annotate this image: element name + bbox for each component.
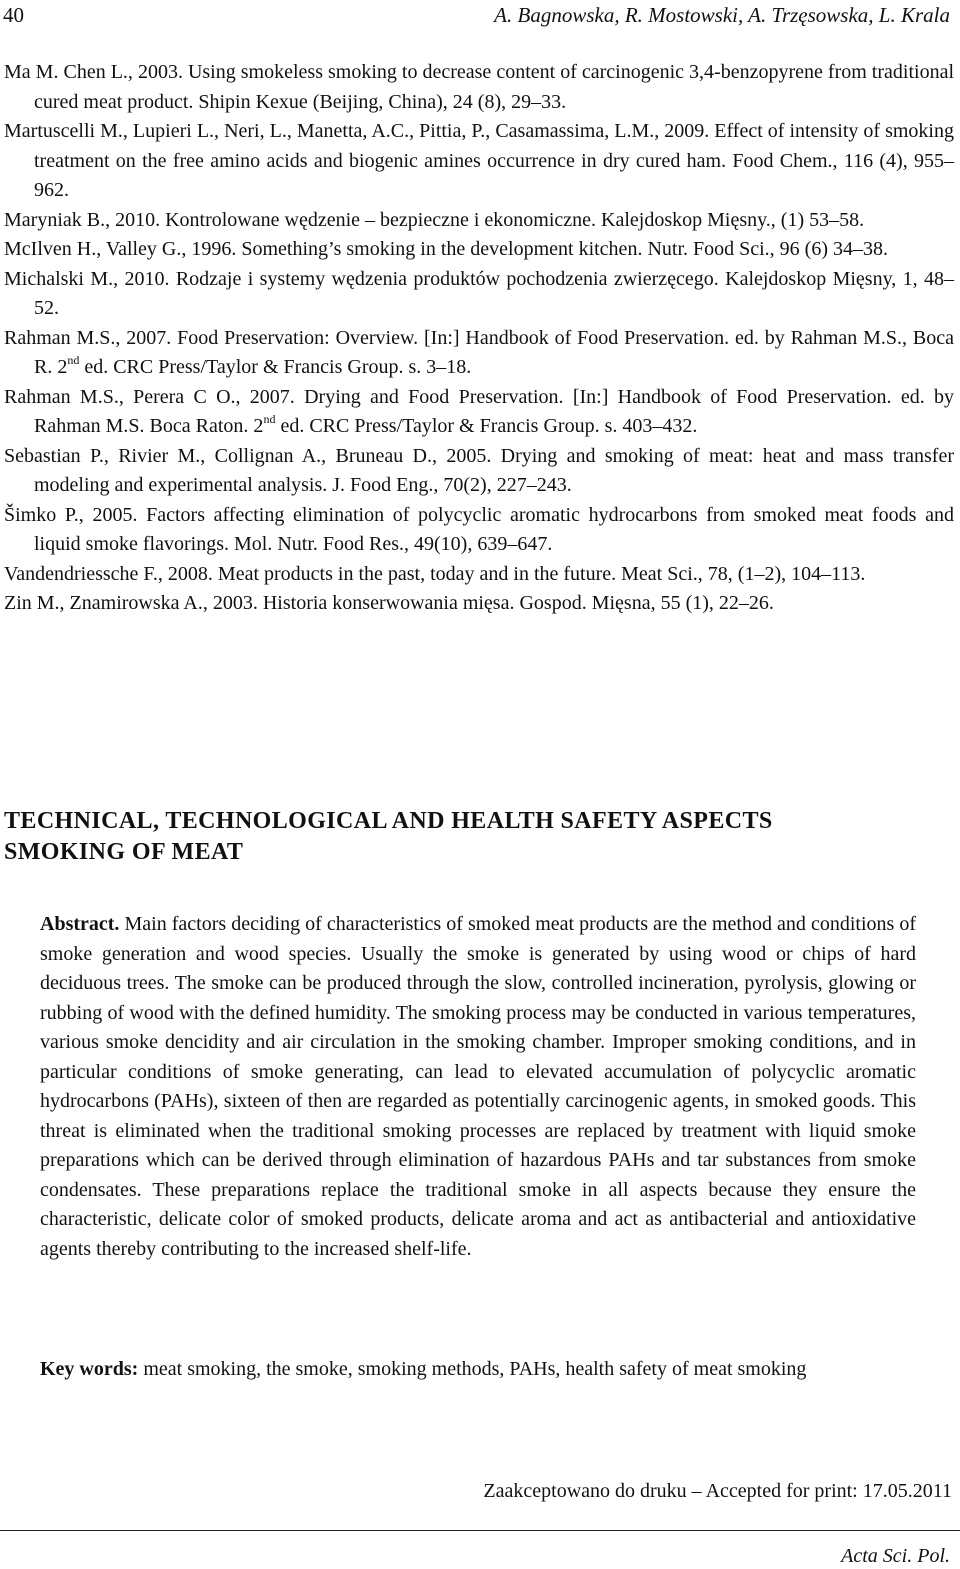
- article-title-line: TECHNICAL, TECHNOLOGICAL AND HEALTH SAFETY ASPECTS: [4, 808, 773, 834]
- reference-text: McIlven H., Valley G., 1996. Something’s smoking in the development kitchen. Nutr. Food Sci., 96 (6) 34–38.: [4, 238, 888, 260]
- reference-text: Rahman M.S., 2007. Food Preservation: Overview. [In:] Handbook of Food Preservation. ed. by Rahman M.S., Boca R. 2: [4, 326, 954, 378]
- reference-item: [4, 235, 954, 265]
- reference-text: Maryniak B., 2010. Kontrolowane wędzenie – bezpieczne i ekonomiczne. Kalejdoskop Mięsny., (1) 53–58.: [4, 208, 865, 231]
- reference-text: ed. CRC Press/Taylor & Francis Group. s. 403–432.: [275, 415, 698, 437]
- reference-text: Vandendriessche F., 2008. Meat products in the past, today and in the future. Meat Sci., 78, (1–2), 104–113.: [4, 562, 866, 585]
- article-title-line: SMOKING OF MEAT: [4, 839, 244, 865]
- keywords: [40, 1355, 916, 1385]
- reference-text: Michalski M., 2010. Rodzaje i systemy wędzenia produktów pochodzenia zwierzęcego. Kalejdoskop Mięsny, 1, 48–52.: [4, 267, 954, 319]
- footer-divider: [0, 1530, 960, 1531]
- journal-name: Acta Sci. Pol.: [841, 1545, 950, 1567]
- reference-item: [4, 117, 954, 206]
- reference-text: ed. CRC Press/Taylor & Francis Group. s. 3–18.: [79, 356, 472, 378]
- page-number: 40: [3, 3, 24, 27]
- reference-text: Ma M. Chen L., 2003. Using smokeless smoking to decrease content of carcinogenic 3,4-benzopyrene from traditional cured meat product. Shipin Kexue (Beijing, China), 24 (8), 29–33.: [4, 61, 954, 113]
- reference-item: [4, 58, 954, 117]
- reference-text: Šimko P., 2005. Factors affecting elimination of polycyclic aromatic hydrocarbons from smoked meat foods and liquid smoke flavorings. Mol. Nutr. Food Res., 49(10), 639–647.: [4, 503, 954, 555]
- reference-superscript: nd: [263, 412, 276, 426]
- abstract: [40, 910, 916, 1264]
- reference-superscript: nd: [67, 353, 80, 367]
- running-header-authors: A. Bagnowska, R. Mostowski, A. Trzęsowska, L. Krala: [494, 3, 950, 27]
- reference-item: [4, 383, 954, 442]
- reference-item: [4, 560, 954, 590]
- reference-item: [4, 501, 954, 560]
- reference-item: [4, 589, 954, 619]
- reference-text: Sebastian P., Rivier M., Collignan A., Bruneau D., 2005. Drying and smoking of meat: heat and mass transfer modeling and experimental analysis. J. Food Eng., 70(2), 227–243.: [4, 444, 954, 496]
- reference-text: Zin M., Znamirowska A., 2003. Historia konserwowania mięsa. Gospod. Mięsna, 55 (1), 22–26.: [4, 592, 774, 614]
- reference-text: Martuscelli M., Lupieri L., Neri, L., Manetta, A.C., Pittia, P., Casamassima, L.M., 2009. Effect of intensity of smoking treatment on the free amino acids and biogenic amines occurrence in dry cured ham. Food Chem., 116 (4), 955–962.: [4, 120, 954, 201]
- abstract-text: Main factors deciding of characteristics of smoked meat products are the method and conditions of smoke generation and wood species. Usually the smoke is generated by using wood or chips of hard deciduous trees. The smoke can be produced through the slow, controlled incineration, pyrolysis, glowing or rubbing of wood with the defined humidity. The smoking process may be conducted in various temperatures, various smoke dencidity and air circulation in the smoking chamber. Improper smoking conditions, and in particular conditions of smoke generating, can lead to elevated accumulation of polycyclic aromatic hydrocarbons (PAHs), sixteen of then are regarded as potentially carcinogenic agents, in smoked goods. This threat is eliminated when the traditional smoking processes are replaced by treatment with liquid smoke preparations which can be derived through elimination of hazardous PAHs and tar substances from smoke condensates. These preparations replace the traditional smoke in all aspects because they ensure the characteristic, delicate color of smoked products, delicate aroma and act as antibacterial and antioxidative agents thereby contributing to the increased shelf-life.: [40, 913, 916, 1260]
- reference-item: [4, 324, 954, 383]
- reference-text: Rahman M.S., Perera C O., 2007. Drying and Food Preservation. [In:] Handbook of Food Preservation. ed. by Rahman M.S. Boca Raton. 2: [4, 385, 954, 437]
- reference-list: [4, 58, 954, 619]
- accepted-date-note: Zaakceptowano do druku – Accepted for print: 17.05.2011: [483, 1480, 952, 1502]
- abstract-label: Abstract.: [40, 913, 120, 935]
- reference-item: [4, 206, 954, 236]
- article-title: [4, 806, 944, 868]
- keywords-text: meat smoking, the smoke, smoking methods, PAHs, health safety of meat smoking: [138, 1358, 807, 1380]
- keywords-label: Key words:: [40, 1358, 139, 1380]
- reference-item: [4, 265, 954, 324]
- reference-item: [4, 442, 954, 501]
- running-header: [0, 0, 960, 30]
